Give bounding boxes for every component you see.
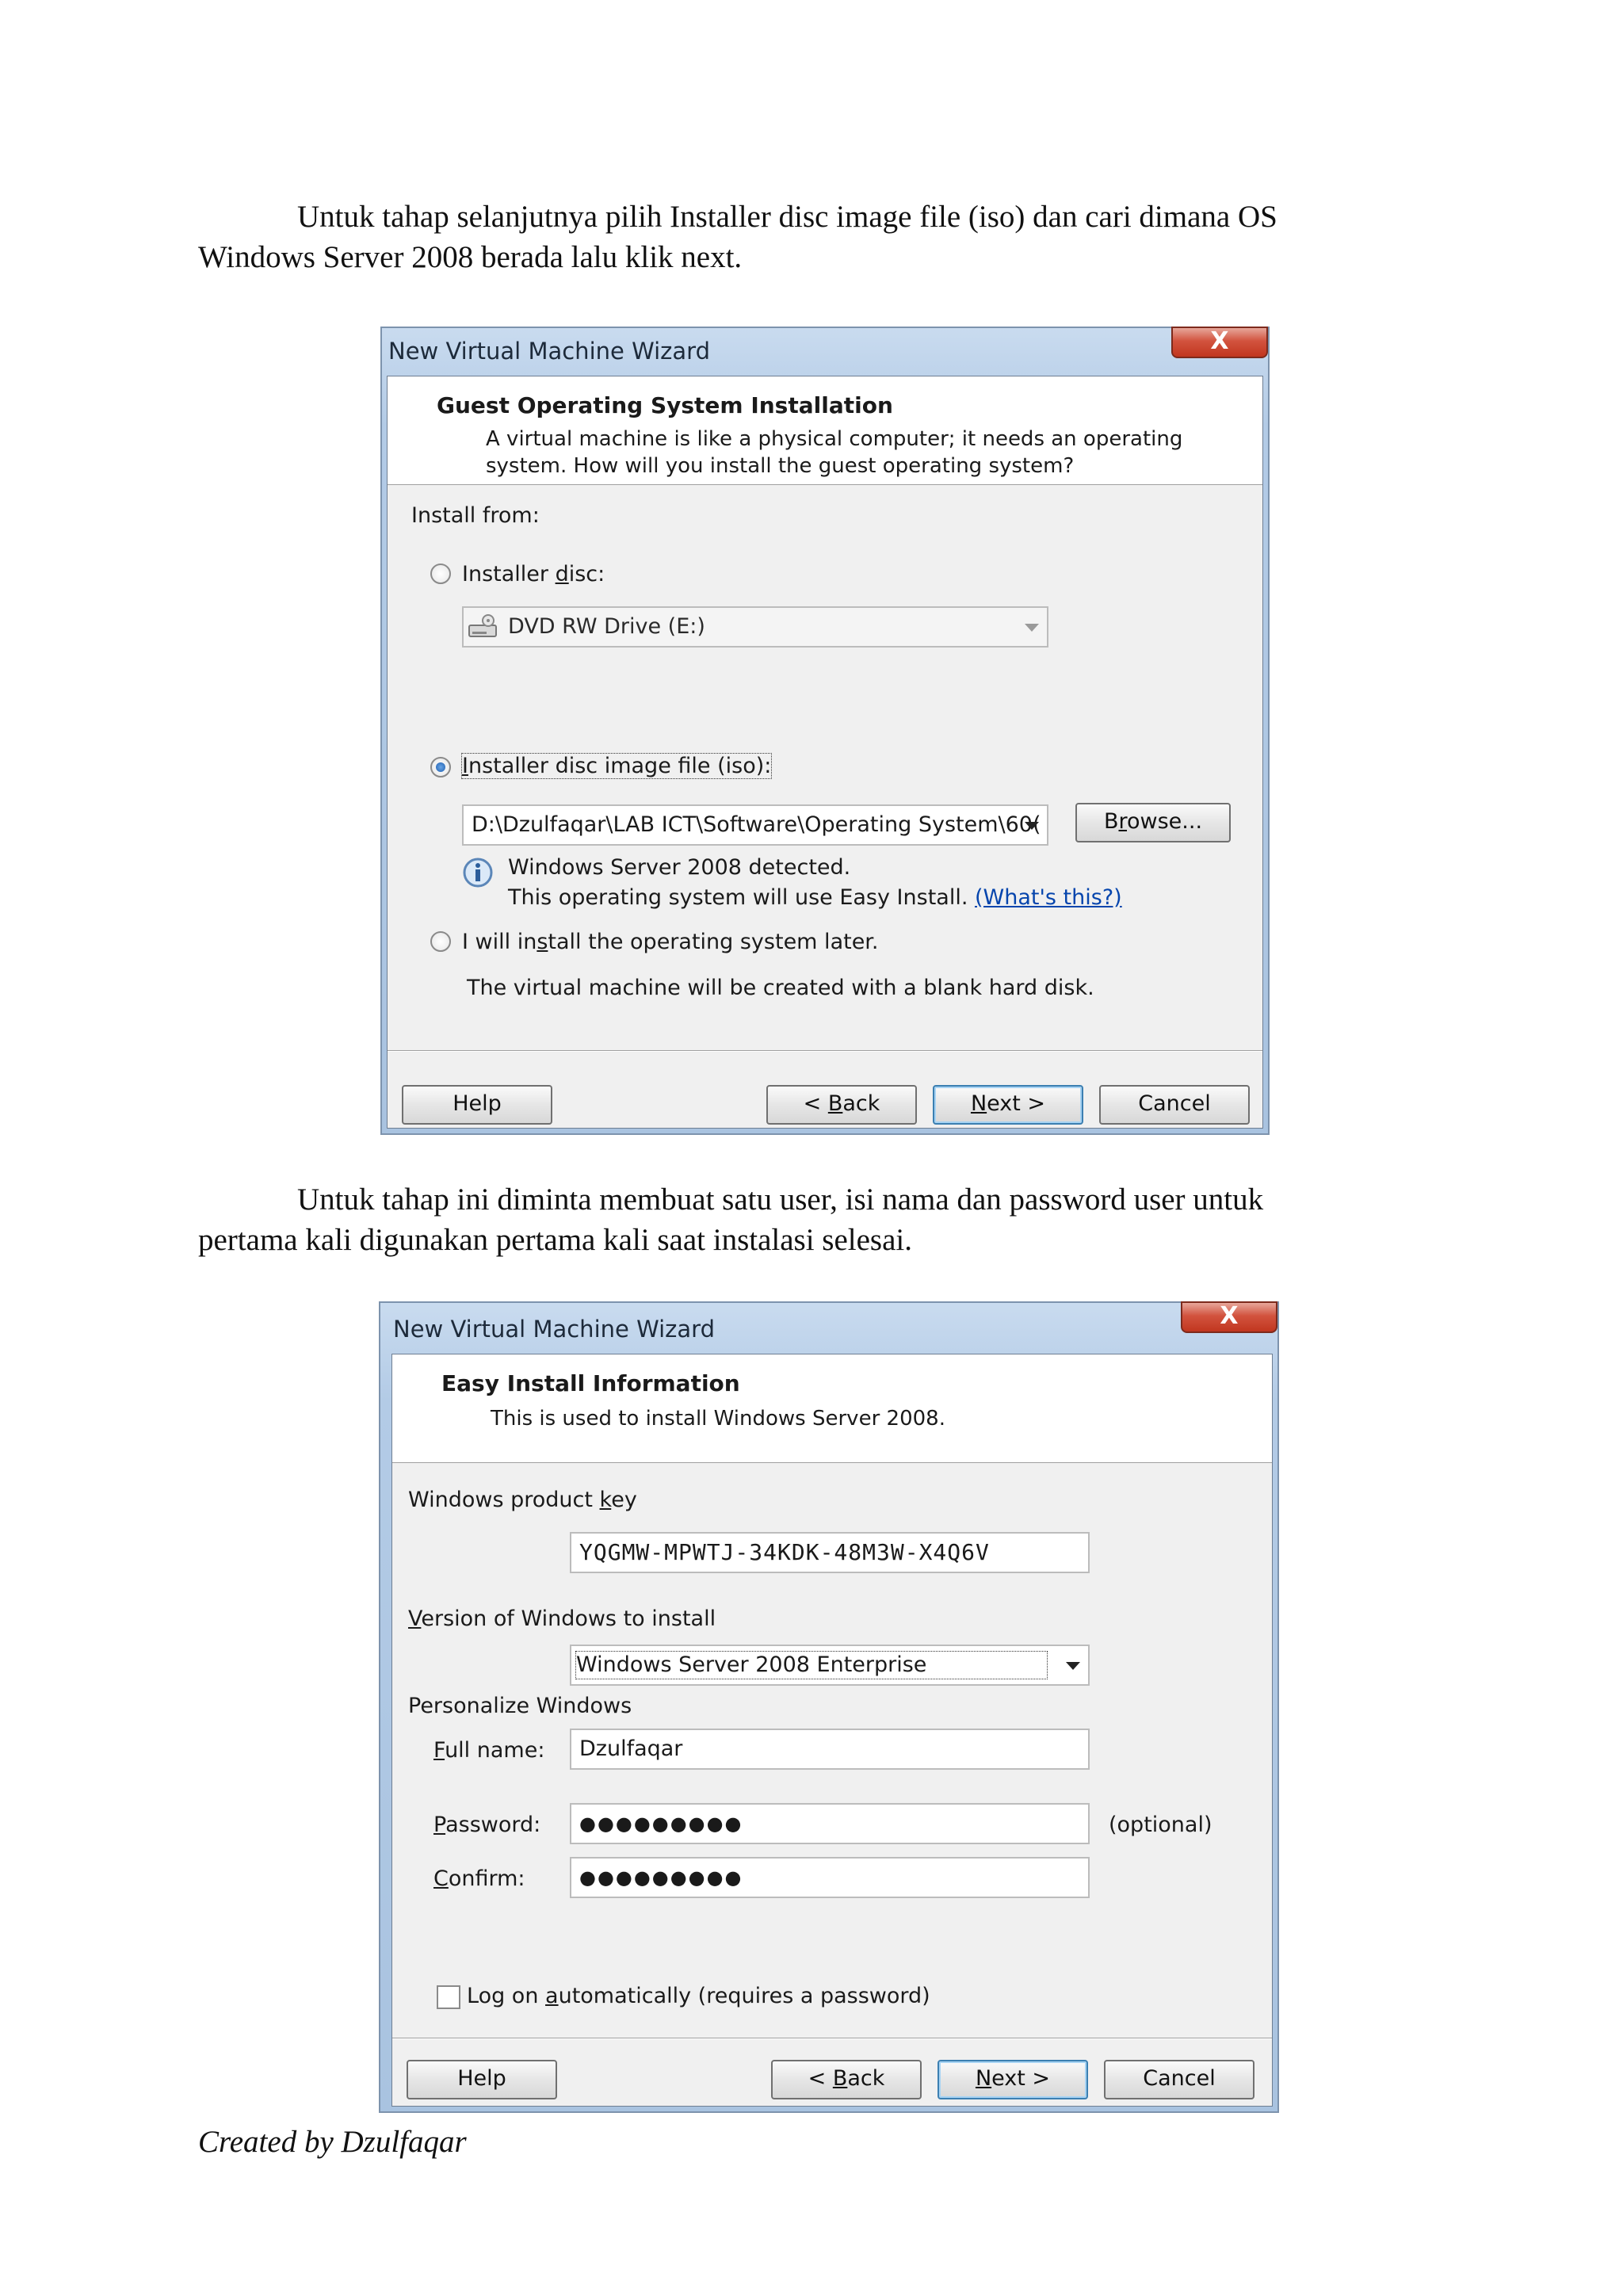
product-key-label: Windows product key bbox=[408, 1488, 637, 1512]
install-later-label[interactable]: I will install the operating system later. bbox=[462, 930, 879, 954]
wizard-1-header bbox=[388, 376, 1262, 485]
close-icon: X bbox=[1220, 1302, 1239, 1330]
browse-button[interactable]: Browse... bbox=[1075, 803, 1231, 842]
chevron-down-icon[interactable] bbox=[1066, 1662, 1080, 1670]
confirm-label: Confirm: bbox=[433, 1866, 525, 1891]
personalize-label: Personalize Windows bbox=[408, 1694, 632, 1718]
auto-logon-checkbox[interactable] bbox=[437, 1985, 460, 2009]
next-button[interactable]: Next > bbox=[938, 2060, 1088, 2099]
optional-note: (optional) bbox=[1109, 1813, 1212, 1837]
auto-logon-label[interactable]: Log on automatically (requires a password) bbox=[467, 1984, 930, 2008]
close-button[interactable] bbox=[1181, 1301, 1277, 1333]
install-later-radio[interactable] bbox=[430, 931, 451, 952]
whats-this-link[interactable]: (What's this?) bbox=[975, 885, 1122, 910]
version-selected: Windows Server 2008 Enterprise bbox=[576, 1652, 1047, 1679]
version-label: Version of Windows to install bbox=[408, 1606, 716, 1631]
back-button[interactable]: < Back bbox=[766, 1085, 917, 1125]
wizard-window-1 bbox=[380, 327, 1270, 1135]
confirm-input[interactable]: ●●●●●●●●● bbox=[570, 1857, 1090, 1898]
iso-image-radio[interactable] bbox=[430, 757, 451, 777]
wizard-2-title: New Virtual Machine Wizard bbox=[393, 1316, 715, 1343]
wizard-1-header-title: Guest Operating System Installation bbox=[437, 392, 893, 418]
installer-disc-label[interactable]: Installer disc: bbox=[462, 562, 605, 586]
cancel-button[interactable]: Cancel bbox=[1104, 2060, 1254, 2099]
footer-separator bbox=[392, 2038, 1272, 2039]
install-from-label: Install from: bbox=[411, 503, 540, 528]
iso-path-value: D:\Dzulfaqar\LAB ICT\Software\Operating System\60( bbox=[472, 812, 1041, 837]
paragraph-2-line-2: pertama kali digunakan pertama kali saat instalasi selesai. bbox=[198, 1223, 912, 1257]
footer-separator bbox=[388, 1050, 1262, 1052]
wizard-1-titlebar[interactable] bbox=[382, 328, 1268, 376]
close-button[interactable] bbox=[1171, 327, 1268, 358]
installer-disc-radio[interactable] bbox=[430, 563, 451, 584]
info-icon bbox=[462, 857, 494, 888]
full-name-input[interactable]: Dzulfaqar bbox=[570, 1729, 1090, 1770]
password-label: Password: bbox=[433, 1813, 541, 1837]
disc-drive-value: DVD RW Drive (E:) bbox=[508, 614, 705, 639]
disc-drive-dropdown[interactable] bbox=[462, 606, 1048, 648]
wizard-2-header bbox=[392, 1354, 1272, 1463]
back-button[interactable]: < Back bbox=[771, 2060, 922, 2099]
help-button[interactable]: Help bbox=[407, 2060, 557, 2099]
chevron-down-icon[interactable] bbox=[1025, 822, 1039, 830]
chevron-down-icon bbox=[1025, 624, 1039, 632]
header-desc-line-1: A virtual machine is like a physical computer; it needs an operating bbox=[486, 427, 1183, 451]
full-name-label: Full name: bbox=[433, 1738, 545, 1763]
wizard-1-body bbox=[387, 376, 1263, 1129]
wizard-2-body bbox=[391, 1354, 1273, 2107]
dvd-drive-icon bbox=[468, 614, 498, 640]
wizard-2-header-desc: This is used to install Windows Server 2008. bbox=[491, 1407, 945, 1431]
paragraph-1 bbox=[198, 197, 1434, 277]
paragraph-2 bbox=[198, 1179, 1434, 1260]
version-dropdown[interactable] bbox=[570, 1645, 1090, 1686]
wizard-1-title: New Virtual Machine Wizard bbox=[388, 338, 710, 365]
paragraph-2-line-1: Untuk tahap ini diminta membuat satu user, isi nama dan password user untuk bbox=[297, 1182, 1264, 1217]
header-desc-line-2: system. How will you install the guest operating system? bbox=[486, 454, 1075, 478]
help-button[interactable]: Help bbox=[402, 1085, 552, 1125]
blank-disk-note: The virtual machine will be created with a blank hard disk. bbox=[467, 976, 1094, 1000]
iso-image-label[interactable]: Installer disc image file (iso): bbox=[462, 754, 772, 778]
wizard-1-header-desc bbox=[486, 426, 1182, 479]
close-icon: X bbox=[1210, 327, 1229, 355]
os-detected-text: Windows Server 2008 detected. bbox=[508, 855, 851, 880]
easy-install-text: This operating system will use Easy Install. bbox=[508, 885, 968, 910]
wizard-2-titlebar[interactable] bbox=[380, 1303, 1277, 1350]
next-button[interactable]: Next > bbox=[933, 1085, 1083, 1125]
paragraph-1-line-1: Untuk tahap selanjutnya pilih Installer disc image file (iso) dan cari dimana OS bbox=[297, 200, 1277, 234]
paragraph-1-line-2: Windows Server 2008 berada lalu klik next. bbox=[198, 240, 743, 274]
product-key-input[interactable]: YQGMW-MPWTJ-34KDK-48M3W-X4Q6V bbox=[570, 1532, 1090, 1573]
author-footer: Created by Dzulfaqar bbox=[198, 2125, 467, 2159]
cancel-button[interactable]: Cancel bbox=[1099, 1085, 1250, 1125]
easy-install-note bbox=[508, 885, 1122, 910]
wizard-window-2 bbox=[379, 1301, 1279, 2113]
wizard-2-header-title: Easy Install Information bbox=[441, 1370, 740, 1396]
iso-path-combobox[interactable] bbox=[462, 804, 1048, 846]
password-input[interactable]: ●●●●●●●●● bbox=[570, 1803, 1090, 1844]
